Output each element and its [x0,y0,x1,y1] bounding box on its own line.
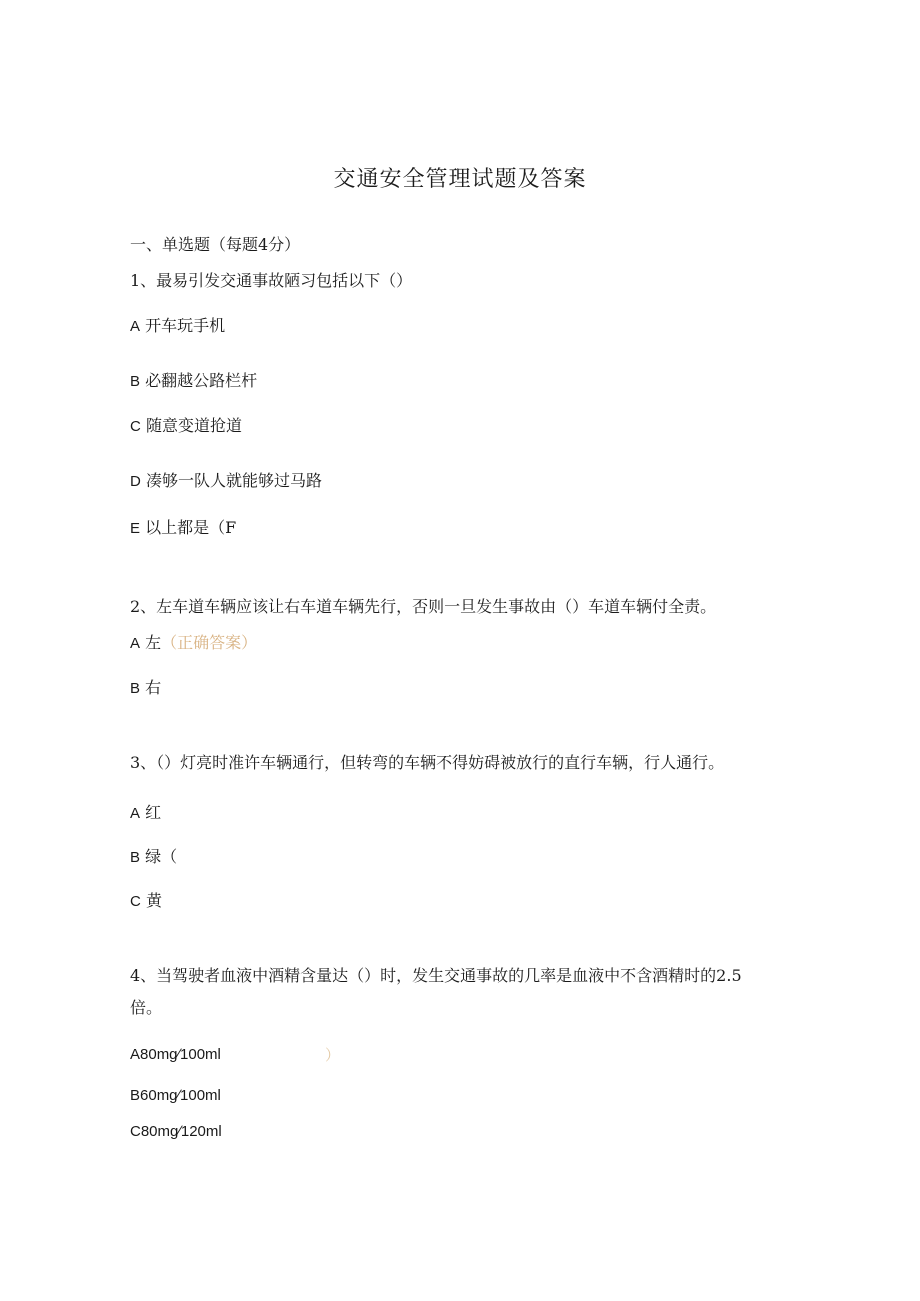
question-2-option-b [130,678,161,699]
option-letter: C [130,893,141,910]
question-3-stem: 3、（）灯亮时准许车辆通行，但转弯的车辆不得妨碍被放行的直行车辆，行人通行。 [130,753,725,772]
question-3-option-a [130,803,161,824]
question-3-option-c [130,891,162,912]
question-1-option-b [130,371,257,392]
question-4-option-b: B60mg∕100ml [130,1087,221,1104]
option-letter: B [130,849,141,866]
option-text: 必翻越公路栏杆 [145,371,258,390]
question-4-option-c: C80mg∕120ml [130,1123,222,1140]
option-text: 红 [145,803,162,822]
question-4-stem-line-2: 倍。 [130,998,163,1017]
option-letter: A [130,635,141,652]
question-1-option-c [130,416,242,437]
question-1-option-d [130,471,322,492]
option-text: 随意变道抢道 [145,416,242,435]
option-letter: A [130,318,141,335]
question-1-option-e [130,518,236,539]
question-4-stem-line-1: 4、当驾驶者血液中酒精含量达（）时，发生交通事故的几率是血液中不含酒精时的2.5 [130,966,742,985]
option-text: 左 [145,633,162,652]
option-text: 开车玩手机 [145,316,226,335]
option-letter: C [130,418,141,435]
question-4-option-a: A80mg∕100ml [130,1046,221,1063]
option-text: 绿（ [145,847,178,866]
section-heading: 一、单选题（每题4分） [130,235,301,254]
question-2-stem: 2、左车道车辆应该让右车道车辆先行，否则一旦发生事故由（）车道车辆付全责。 [130,597,717,616]
option-letter: D [130,473,141,490]
question-1-stem: 1、最易引发交通事故陋习包括以下（） [130,271,413,290]
page-title: 交通安全管理试题及答案 [333,167,587,192]
option-text: 以上都是（F [145,518,237,537]
correct-answer-tag: （正确答案） [161,633,258,652]
option-letter: B [130,373,141,390]
question-2-option-a [130,633,257,654]
option-letter: B [130,680,141,697]
faint-bracket-mark: ） [325,1046,341,1064]
option-text: 凑够一队人就能够过马路 [145,471,322,490]
option-letter: E [130,520,141,537]
question-3-option-b [130,847,177,868]
option-text: 右 [145,678,162,697]
question-1-option-a [130,316,225,337]
option-text: 黄 [145,891,162,910]
option-letter: A [130,805,141,822]
